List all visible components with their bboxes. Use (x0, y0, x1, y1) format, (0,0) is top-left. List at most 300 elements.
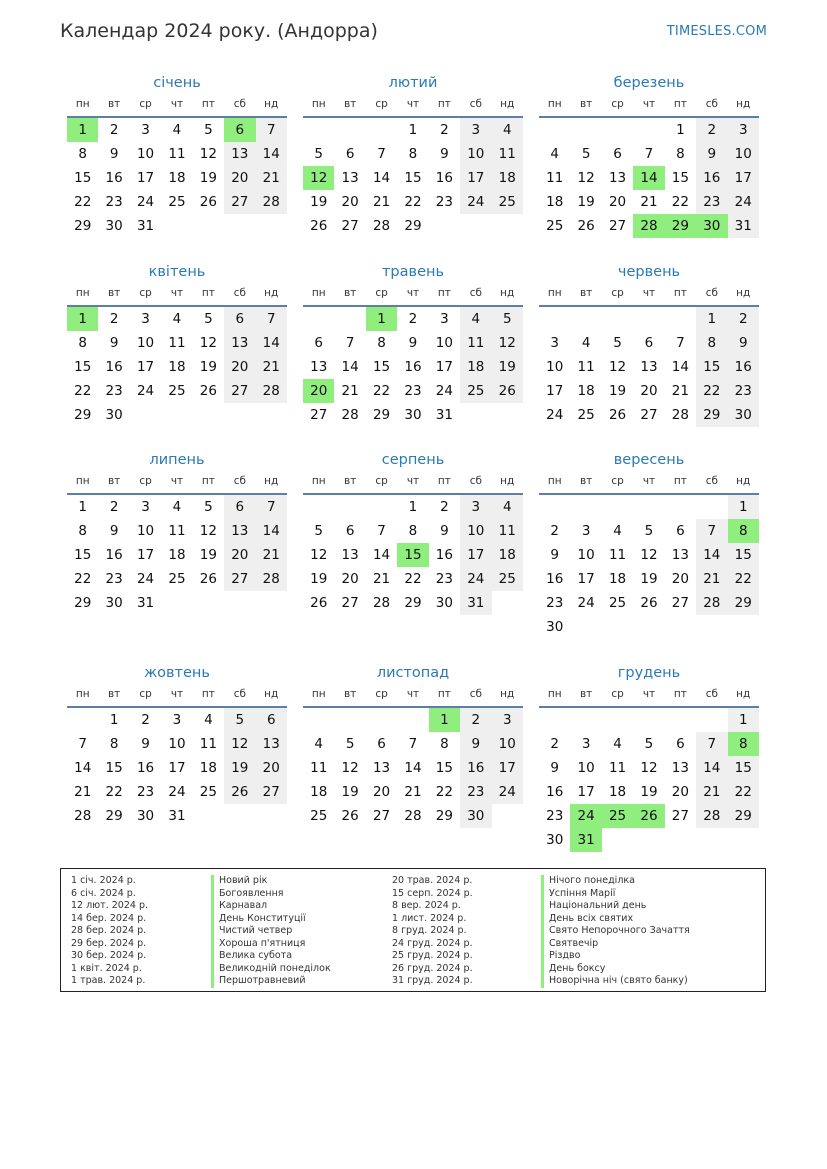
day-cell: 11 (310, 760, 328, 776)
day-cell: 27 (256, 780, 287, 804)
day-cell: 29 (728, 591, 759, 615)
day-cell: 30 (546, 619, 564, 635)
day-cell: 13 (608, 170, 627, 186)
day-cell: 8 (78, 523, 87, 539)
day-cell: 28 (372, 595, 391, 611)
empty-cell (570, 495, 601, 519)
day-cell: 12 (640, 760, 658, 776)
day-cell: 7 (377, 523, 386, 539)
empty-cell (67, 708, 98, 732)
day-cell: 7 (345, 335, 355, 351)
weekday-header: ср (602, 93, 633, 118)
legend-holiday-name: Першотравневий (211, 975, 331, 988)
month-grid (303, 470, 523, 615)
weekday-header: вт (98, 93, 129, 118)
legend-date: 24 груд. 2024 р. (392, 937, 473, 949)
legend-date: 1 квіт. 2024 р. (71, 962, 142, 974)
day-cell: 18 (492, 543, 523, 567)
month-name: червень (617, 264, 681, 280)
day-cell: 2 (440, 499, 449, 515)
day-cell: 29 (74, 407, 92, 423)
day-cell: 12 (492, 331, 523, 355)
empty-cell (602, 118, 633, 142)
day-cell: 13 (341, 547, 359, 563)
day-cell: 3 (141, 122, 150, 138)
day-cell: 21 (256, 166, 287, 190)
day-cell: 26 (310, 595, 328, 611)
day-cell: 7 (256, 495, 287, 519)
weekday-header: пт (193, 683, 224, 708)
empty-cell (602, 708, 633, 732)
weekday-header: пт (429, 282, 460, 307)
empty-cell (602, 495, 633, 519)
day-cell: 17 (136, 547, 155, 563)
day-cell: 5 (314, 146, 323, 162)
day-cell: 6 (314, 335, 323, 351)
day-cell: 12 (224, 732, 255, 756)
day-cell: 8 (408, 146, 418, 162)
weekday-header: чт (161, 282, 192, 307)
weekday-header: нд (728, 282, 759, 307)
holiday-day-cell: 8 (728, 519, 759, 543)
legend-holiday-name: Свято Непорочного Зачаття (541, 925, 690, 938)
day-cell: 20 (640, 383, 658, 399)
month-grid (67, 470, 287, 615)
legend-date: 1 трав. 2024 р. (71, 975, 146, 986)
day-cell: 12 (577, 170, 595, 186)
day-cell: 26 (199, 383, 217, 399)
day-cell: 21 (372, 194, 391, 210)
weekday-header: сб (696, 282, 727, 307)
day-cell: 24 (546, 407, 564, 423)
day-cell: 6 (345, 146, 355, 162)
month-grid (539, 470, 759, 639)
weekday-header: ср (366, 470, 397, 495)
weekday-header: вт (334, 282, 365, 307)
day-cell: 17 (136, 359, 155, 375)
holiday-day-cell: 15 (397, 543, 428, 567)
day-cell: 16 (105, 359, 123, 375)
day-cell: 26 (310, 218, 328, 234)
empty-cell (303, 495, 334, 519)
weekday-header: сб (460, 683, 491, 708)
day-cell: 10 (136, 523, 155, 539)
day-cell: 4 (172, 122, 182, 138)
day-cell: 14 (256, 331, 287, 355)
day-cell: 18 (168, 547, 186, 563)
day-cell: 3 (172, 712, 182, 728)
day-cell: 29 (404, 595, 422, 611)
day-cell: 25 (168, 571, 186, 587)
month-name: листопад (376, 665, 450, 681)
day-cell: 10 (136, 146, 155, 162)
day-cell: 10 (577, 547, 595, 563)
day-cell: 20 (256, 756, 287, 780)
day-cell: 16 (546, 784, 564, 800)
empty-cell (665, 495, 696, 519)
holiday-day-cell: 8 (728, 732, 759, 756)
day-cell: 25 (577, 407, 595, 423)
day-cell: 26 (577, 218, 595, 234)
weekday-header: ср (366, 93, 397, 118)
day-cell: 12 (640, 547, 658, 563)
day-cell: 21 (404, 784, 422, 800)
day-cell: 18 (577, 383, 595, 399)
month-name: березень (613, 75, 685, 91)
holiday-day-cell: 30 (696, 214, 727, 238)
day-cell: 30 (136, 808, 155, 824)
weekday-header: нд (492, 470, 523, 495)
day-cell: 16 (435, 547, 453, 563)
day-cell: 18 (199, 760, 217, 776)
day-cell: 12 (199, 523, 217, 539)
day-cell: 5 (644, 736, 654, 752)
day-cell: 24 (136, 194, 155, 210)
day-cell: 27 (671, 595, 689, 611)
day-cell: 19 (640, 571, 658, 587)
day-cell: 11 (546, 170, 564, 186)
empty-cell (366, 118, 397, 142)
empty-cell (602, 307, 633, 331)
weekday-header: ср (366, 683, 397, 708)
weekday-header: пн (303, 683, 334, 708)
legend-holiday-name: Велика субота (211, 950, 331, 963)
day-cell: 16 (136, 760, 155, 776)
day-cell: 22 (74, 383, 92, 399)
day-cell: 19 (608, 383, 627, 399)
day-cell: 9 (109, 335, 119, 351)
day-cell: 31 (136, 218, 155, 234)
weekday-header: нд (728, 93, 759, 118)
day-cell: 5 (613, 335, 622, 351)
day-cell: 2 (440, 122, 449, 138)
day-cell: 2 (728, 307, 759, 331)
day-cell: 15 (74, 170, 92, 186)
day-cell: 31 (168, 808, 186, 824)
day-cell: 23 (105, 571, 123, 587)
day-cell: 14 (404, 760, 422, 776)
day-cell: 22 (74, 571, 92, 587)
day-cell: 6 (256, 708, 287, 732)
weekday-header: нд (492, 93, 523, 118)
legend-date: 31 груд. 2024 р. (392, 975, 473, 986)
day-cell: 9 (408, 335, 418, 351)
day-cell: 13 (256, 732, 287, 756)
weekday-header: сб (696, 470, 727, 495)
day-cell: 4 (492, 118, 523, 142)
day-cell: 28 (256, 190, 287, 214)
day-cell: 19 (341, 784, 359, 800)
day-cell: 20 (224, 543, 255, 567)
legend-holiday-name: Національний день (541, 900, 690, 913)
day-cell: 16 (460, 756, 491, 780)
day-cell: 6 (644, 335, 654, 351)
day-cell: 1 (408, 122, 418, 138)
day-cell: 9 (460, 732, 491, 756)
day-cell: 23 (546, 595, 564, 611)
day-cell: 19 (199, 359, 217, 375)
day-cell: 23 (404, 383, 422, 399)
weekday-header: пн (303, 282, 334, 307)
weekday-header: вт (334, 683, 365, 708)
day-cell: 8 (676, 146, 685, 162)
day-cell: 30 (105, 218, 123, 234)
day-cell: 30 (435, 595, 453, 611)
weekday-header: сб (460, 282, 491, 307)
day-cell: 19 (310, 194, 328, 210)
legend-holiday-name: Карнавал (211, 900, 331, 913)
legend-holiday-name: Великодній понеділок (211, 963, 331, 976)
day-cell: 28 (696, 591, 727, 615)
holiday-day-cell: 24 (570, 804, 601, 828)
day-cell: 19 (640, 784, 658, 800)
legend-date: 29 бер. 2024 р. (71, 937, 147, 949)
month-block (303, 73, 523, 238)
legend-holiday-name: Святвечір (541, 938, 690, 951)
day-cell: 30 (460, 804, 491, 828)
day-cell: 3 (141, 311, 150, 327)
legend-holiday-name: День боксу (541, 963, 690, 976)
day-cell: 25 (492, 567, 523, 591)
day-cell: 7 (78, 736, 87, 752)
day-cell: 22 (435, 784, 453, 800)
day-cell: 9 (696, 142, 727, 166)
weekday-header: ср (602, 683, 633, 708)
day-cell: 20 (341, 194, 359, 210)
weekday-header: пн (539, 93, 570, 118)
day-cell: 9 (550, 760, 559, 776)
day-cell: 16 (435, 170, 453, 186)
day-cell: 23 (435, 194, 453, 210)
day-cell: 18 (608, 784, 627, 800)
month-block (303, 450, 523, 615)
day-cell: 20 (224, 166, 255, 190)
day-cell: 15 (404, 170, 422, 186)
day-cell: 3 (728, 118, 759, 142)
day-cell: 15 (74, 359, 92, 375)
day-cell: 23 (435, 571, 453, 587)
empty-cell (539, 495, 570, 519)
weekday-header: ср (130, 282, 161, 307)
day-cell: 3 (550, 335, 559, 351)
day-cell: 26 (199, 194, 217, 210)
day-cell: 13 (671, 547, 689, 563)
day-cell: 2 (460, 708, 491, 732)
day-cell: 11 (168, 146, 186, 162)
day-cell: 2 (109, 499, 119, 515)
day-cell: 6 (345, 523, 355, 539)
day-cell: 27 (224, 190, 255, 214)
month-block (539, 73, 759, 238)
day-cell: 25 (199, 784, 217, 800)
day-cell: 9 (550, 547, 559, 563)
day-cell: 17 (460, 166, 491, 190)
day-cell: 21 (372, 571, 391, 587)
weekday-header: нд (256, 470, 287, 495)
day-cell: 6 (613, 146, 622, 162)
empty-cell (539, 118, 570, 142)
month-block (539, 663, 759, 852)
legend-holiday-name: День всіх святих (541, 913, 690, 926)
month-block (539, 450, 759, 639)
day-cell: 5 (204, 311, 213, 327)
empty-cell (633, 118, 664, 142)
day-cell: 18 (608, 571, 627, 587)
day-cell: 25 (546, 218, 564, 234)
month-name: вересень (613, 452, 685, 468)
day-cell: 3 (460, 118, 491, 142)
day-cell: 14 (372, 170, 391, 186)
day-cell: 12 (341, 760, 359, 776)
day-cell: 28 (372, 218, 391, 234)
day-cell: 31 (728, 214, 759, 238)
day-cell: 26 (640, 595, 658, 611)
day-cell: 15 (728, 756, 759, 780)
day-cell: 19 (199, 170, 217, 186)
holiday-day-cell: 1 (67, 307, 98, 331)
weekday-header: пт (429, 93, 460, 118)
day-cell: 25 (492, 190, 523, 214)
day-cell: 8 (696, 331, 727, 355)
month-block (303, 663, 523, 828)
day-cell: 17 (435, 359, 453, 375)
day-cell: 12 (310, 547, 328, 563)
legend-date: 8 вер. 2024 р. (392, 900, 461, 911)
day-cell: 8 (78, 146, 87, 162)
holiday-day-cell: 29 (665, 214, 696, 238)
day-cell: 20 (372, 784, 391, 800)
holiday-day-cell: 1 (366, 307, 397, 331)
weekday-header: чт (397, 683, 428, 708)
day-cell: 26 (492, 379, 523, 403)
day-cell: 16 (404, 359, 422, 375)
month-block (67, 450, 287, 615)
day-cell: 9 (728, 331, 759, 355)
legend-holiday-name: Новорічна ніч (свято банку) (541, 975, 690, 988)
day-cell: 19 (577, 194, 595, 210)
day-cell: 10 (460, 142, 491, 166)
holiday-legend (60, 868, 766, 992)
day-cell: 16 (105, 170, 123, 186)
empty-cell (334, 307, 365, 331)
day-cell: 29 (74, 218, 92, 234)
day-cell: 18 (168, 170, 186, 186)
day-cell: 25 (460, 379, 491, 403)
day-cell: 1 (78, 499, 87, 515)
month-name: січень (153, 75, 201, 91)
weekday-header: чт (633, 282, 664, 307)
day-cell: 18 (168, 359, 186, 375)
day-cell: 28 (341, 407, 359, 423)
holiday-day-cell: 26 (633, 804, 664, 828)
day-cell: 28 (256, 567, 287, 591)
day-cell: 22 (404, 194, 422, 210)
day-cell: 27 (341, 218, 359, 234)
month-block (303, 262, 523, 427)
legend-right-dates (392, 875, 473, 988)
day-cell: 19 (224, 756, 255, 780)
day-cell: 3 (581, 736, 591, 752)
weekday-header: пн (67, 282, 98, 307)
holiday-day-cell: 28 (633, 214, 664, 238)
weekday-header: сб (696, 683, 727, 708)
weekday-header: сб (224, 683, 255, 708)
day-cell: 3 (492, 708, 523, 732)
weekday-header: нд (256, 93, 287, 118)
day-cell: 1 (696, 307, 727, 331)
day-cell: 6 (377, 736, 386, 752)
legend-date: 20 трав. 2024 р. (392, 875, 473, 886)
day-cell: 20 (671, 571, 689, 587)
day-cell: 14 (696, 756, 727, 780)
day-cell: 28 (671, 407, 689, 423)
day-cell: 4 (492, 495, 523, 519)
weekday-header: вт (98, 683, 129, 708)
day-cell: 30 (105, 407, 123, 423)
month-grid (539, 683, 759, 852)
day-cell: 19 (310, 571, 328, 587)
day-cell: 7 (696, 519, 727, 543)
legend-date: 8 груд. 2024 р. (392, 925, 467, 936)
day-cell: 28 (404, 808, 422, 824)
weekday-header: сб (224, 93, 255, 118)
day-cell: 9 (109, 146, 119, 162)
legend-date: 30 бер. 2024 р. (71, 950, 147, 961)
day-cell: 3 (440, 311, 449, 327)
day-cell: 31 (136, 595, 155, 611)
day-cell: 11 (460, 331, 491, 355)
day-cell: 12 (608, 359, 627, 375)
day-cell: 11 (168, 335, 186, 351)
empty-cell (570, 118, 601, 142)
legend-date: 1 січ. 2024 р. (71, 875, 136, 886)
day-cell: 27 (608, 218, 627, 234)
day-cell: 14 (256, 142, 287, 166)
empty-cell (633, 708, 664, 732)
day-cell: 16 (696, 166, 727, 190)
weekday-header: пн (67, 683, 98, 708)
day-cell: 5 (644, 523, 654, 539)
weekday-header: нд (492, 683, 523, 708)
legend-holiday-name: Новий рік (211, 875, 331, 888)
day-cell: 21 (341, 383, 359, 399)
legend-right-names (541, 875, 690, 988)
weekday-header: пт (429, 683, 460, 708)
holiday-day-cell: 14 (633, 166, 664, 190)
day-cell: 29 (372, 407, 391, 423)
legend-date: 12 лют. 2024 р. (71, 900, 148, 911)
day-cell: 24 (168, 784, 186, 800)
holiday-day-cell: 25 (602, 804, 633, 828)
legend-date: 15 серп. 2024 р. (392, 887, 473, 899)
day-cell: 27 (372, 808, 391, 824)
day-cell: 13 (310, 359, 328, 375)
day-cell: 25 (310, 808, 328, 824)
empty-cell (570, 708, 601, 732)
day-cell: 11 (168, 523, 186, 539)
day-cell: 10 (577, 760, 595, 776)
day-cell: 23 (546, 808, 564, 824)
day-cell: 8 (109, 736, 119, 752)
day-cell: 18 (460, 355, 491, 379)
day-cell: 8 (408, 523, 418, 539)
day-cell: 4 (613, 523, 622, 539)
weekday-header: сб (460, 470, 491, 495)
legend-date: 28 бер. 2024 р. (71, 925, 147, 936)
site-link[interactable]: TIMESLES.COM (666, 24, 767, 39)
day-cell: 26 (199, 571, 217, 587)
day-cell: 2 (550, 523, 559, 539)
